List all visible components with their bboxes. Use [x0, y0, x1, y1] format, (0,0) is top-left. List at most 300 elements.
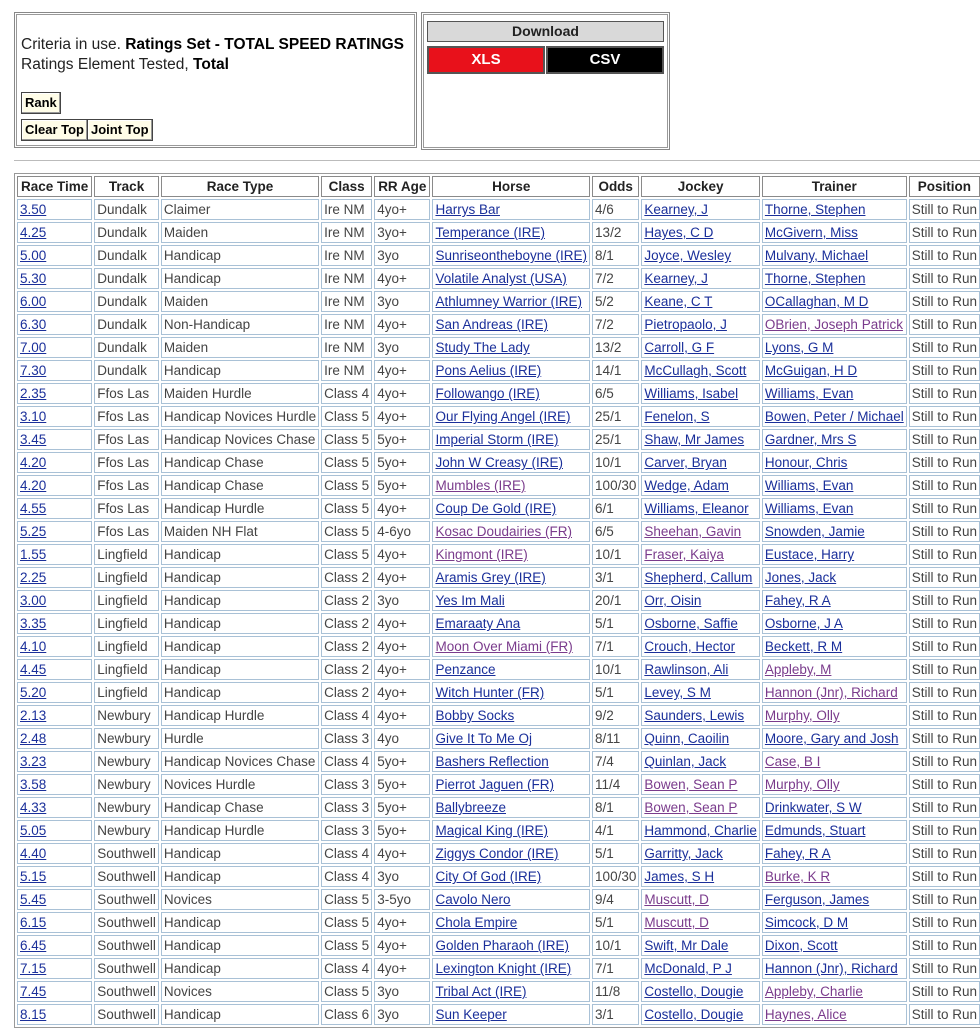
cell-race-time	[17, 245, 92, 266]
trainer-link[interactable]: OBrien, Joseph Patrick	[764, 317, 903, 332]
race-time-link[interactable]: 2.25	[20, 570, 47, 585]
divider	[14, 160, 980, 161]
jockey-link[interactable]: Quinlan, Jack	[644, 754, 727, 769]
cell-rr-age: 3yo	[374, 337, 430, 358]
cell-class: Class 6	[321, 1004, 372, 1025]
jockey-link[interactable]: Carroll, G F	[644, 340, 715, 355]
jockey-link[interactable]: Bowen, Sean P	[644, 800, 738, 815]
horse-link[interactable]: Coup De Gold (IRE)	[435, 501, 557, 516]
horse-link[interactable]: Give It To Me Oj	[435, 731, 532, 746]
trainer-link[interactable]: Haynes, Alice	[764, 1007, 847, 1022]
cell-track: Ffos Las	[94, 521, 159, 542]
horse-link[interactable]: Pons Aelius (IRE)	[435, 363, 542, 378]
cell-race-time	[17, 314, 92, 335]
cell-class: Class 4	[321, 866, 372, 887]
cell-race-type: Handicap Novices Hurdle	[161, 406, 319, 427]
jockey-link[interactable]: Wedge, Adam	[644, 478, 729, 493]
cell-horse	[432, 429, 590, 450]
jockey-link[interactable]: Orr, Oisin	[644, 593, 702, 608]
cell-odds: 10/1	[592, 935, 639, 956]
trainer-link[interactable]: Williams, Evan	[764, 386, 854, 401]
race-time-link[interactable]: 3.45	[20, 432, 47, 447]
jockey-link[interactable]: Williams, Eleanor	[644, 501, 749, 516]
race-time-link[interactable]: 6.45	[20, 938, 47, 953]
horse-link[interactable]: Moon Over Miami (FR)	[435, 639, 573, 654]
cell-odds: 6/5	[592, 383, 639, 404]
cell-jockey	[641, 590, 760, 611]
horse-link[interactable]: Harrys Bar	[435, 202, 500, 217]
cell-track: Lingfield	[94, 590, 159, 611]
cell-track: Ffos Las	[94, 475, 159, 496]
horse-link[interactable]: Witch Hunter (FR)	[435, 685, 545, 700]
table-row	[17, 406, 980, 427]
trainer-link[interactable]: Fahey, R A	[764, 593, 831, 608]
horse-link[interactable]: Imperial Storm (IRE)	[435, 432, 559, 447]
cell-race-time	[17, 590, 92, 611]
trainer-link[interactable]: Murphy, Olly	[764, 777, 840, 792]
trainer-link[interactable]: Appleby, Charlie	[764, 984, 863, 999]
trainer-link[interactable]: Thorne, Stephen	[764, 202, 866, 217]
table-row	[17, 728, 980, 749]
jockey-link[interactable]: Muscutt, D	[644, 892, 709, 907]
cell-race-time	[17, 567, 92, 588]
cell-horse	[432, 291, 590, 312]
cell-position: Still to Run	[909, 452, 980, 473]
table-row	[17, 705, 980, 726]
cell-horse	[432, 682, 590, 703]
race-time-link[interactable]: 6.15	[20, 915, 47, 930]
column-header-race-time: Race Time	[17, 176, 92, 197]
jockey-link[interactable]: Muscutt, D	[644, 915, 709, 930]
cell-track: Newbury	[94, 751, 159, 772]
race-time-link[interactable]: 4.40	[20, 846, 47, 861]
cell-race-time	[17, 383, 92, 404]
trainer-link[interactable]: Beckett, R M	[764, 639, 843, 654]
cell-trainer	[762, 199, 907, 220]
jockey-link[interactable]: Fraser, Kaiya	[644, 547, 724, 562]
horse-link[interactable]: Our Flying Angel (IRE)	[435, 409, 571, 424]
cell-race-type: Handicap Hurdle	[161, 498, 319, 519]
jockey-link[interactable]: Crouch, Hector	[644, 639, 736, 654]
horse-link[interactable]: Temperance (IRE)	[435, 225, 545, 240]
cell-race-time	[17, 360, 92, 381]
cell-race-type: Handicap	[161, 659, 319, 680]
cell-class: Ire NM	[321, 199, 372, 220]
cell-odds: 7/4	[592, 751, 639, 772]
jockey-link[interactable]: Swift, Mr Dale	[644, 938, 729, 953]
race-time-link[interactable]: 2.35	[20, 386, 47, 401]
cell-jockey	[641, 199, 760, 220]
cell-trainer	[762, 935, 907, 956]
cell-horse	[432, 866, 590, 887]
cell-race-time	[17, 912, 92, 933]
table-row	[17, 544, 980, 565]
cell-track: Lingfield	[94, 659, 159, 680]
cell-position: Still to Run	[909, 613, 980, 634]
cell-class: Class 2	[321, 659, 372, 680]
cell-horse	[432, 314, 590, 335]
table-header-row	[17, 176, 980, 197]
cell-race-time	[17, 613, 92, 634]
race-time-link[interactable]: 5.20	[20, 685, 47, 700]
jockey-link[interactable]: Saunders, Lewis	[644, 708, 745, 723]
horse-link[interactable]: City Of God (IRE)	[435, 869, 542, 884]
cell-trainer	[762, 774, 907, 795]
cell-race-type: Maiden	[161, 222, 319, 243]
table-row	[17, 981, 980, 1002]
cell-jockey	[641, 866, 760, 887]
cell-jockey	[641, 521, 760, 542]
cell-rr-age: 4yo	[374, 728, 430, 749]
horse-link[interactable]: Emaraaty Ana	[435, 616, 521, 631]
horse-link[interactable]: San Andreas (IRE)	[435, 317, 549, 332]
jockey-link[interactable]: Williams, Isabel	[644, 386, 739, 401]
cell-track: Southwell	[94, 889, 159, 910]
table-row	[17, 613, 980, 634]
trainer-link[interactable]: Bowen, Peter / Michael	[764, 409, 904, 424]
trainer-link[interactable]: Simcock, D M	[764, 915, 849, 930]
table-row	[17, 590, 980, 611]
cell-position: Still to Run	[909, 590, 980, 611]
jockey-link[interactable]: Hayes, C D	[644, 225, 714, 240]
cell-track: Newbury	[94, 728, 159, 749]
jockey-link[interactable]: Kearney, J	[644, 271, 708, 286]
column-header-jockey: Jockey	[641, 176, 760, 197]
cell-class: Class 4	[321, 383, 372, 404]
table-row	[17, 521, 980, 542]
race-time-link[interactable]: 3.10	[20, 409, 47, 424]
cell-horse	[432, 774, 590, 795]
cell-rr-age: 3yo	[374, 245, 430, 266]
trainer-link[interactable]: Lyons, G M	[764, 340, 834, 355]
horse-link[interactable]: Yes Im Mali	[435, 593, 505, 608]
cell-horse	[432, 636, 590, 657]
trainer-link[interactable]: Hannon (Jnr), Richard	[764, 685, 898, 700]
horse-link[interactable]: Bobby Socks	[435, 708, 515, 723]
cell-jockey	[641, 889, 760, 910]
jockey-link[interactable]: Bowen, Sean P	[644, 777, 738, 792]
cell-race-time	[17, 797, 92, 818]
trainer-link[interactable]: McGivern, Miss	[764, 225, 858, 240]
cell-race-time	[17, 705, 92, 726]
cell-odds: 25/1	[592, 429, 639, 450]
horse-link[interactable]: Kingmont (IRE)	[435, 547, 528, 562]
xls-download-button[interactable]: XLS	[427, 46, 545, 74]
trainer-link[interactable]: Dixon, Scott	[764, 938, 838, 953]
horse-link[interactable]: Volatile Analyst (USA)	[435, 271, 567, 286]
horse-link[interactable]: Mumbles (IRE)	[435, 478, 526, 493]
jockey-link[interactable]: Quinn, Caoilin	[644, 731, 730, 746]
horse-link[interactable]: Study The Lady	[435, 340, 530, 355]
cell-race-type: Handicap Hurdle	[161, 705, 319, 726]
cell-race-type: Maiden NH Flat	[161, 521, 319, 542]
cell-class: Ire NM	[321, 314, 372, 335]
trainer-link[interactable]: McGuigan, H D	[764, 363, 858, 378]
cell-position: Still to Run	[909, 222, 980, 243]
jockey-link[interactable]: Carver, Bryan	[644, 455, 727, 470]
cell-rr-age: 5yo+	[374, 797, 430, 818]
trainer-link[interactable]: Ferguson, James	[764, 892, 870, 907]
race-time-link[interactable]: 4.33	[20, 800, 47, 815]
ratings-set-value: Ratings Set - TOTAL SPEED RATINGS	[125, 36, 404, 53]
horse-link[interactable]: Sun Keeper	[435, 1007, 507, 1022]
cell-odds: 7/2	[592, 268, 639, 289]
cell-race-time	[17, 889, 92, 910]
cell-trainer	[762, 245, 907, 266]
cell-trainer	[762, 1004, 907, 1025]
cell-position: Still to Run	[909, 429, 980, 450]
race-time-link[interactable]: 7.30	[20, 363, 47, 378]
trainer-link[interactable]: Drinkwater, S W	[764, 800, 862, 815]
cell-race-type: Non-Handicap	[161, 314, 319, 335]
cell-trainer	[762, 406, 907, 427]
race-time-link[interactable]: 5.45	[20, 892, 47, 907]
race-time-link[interactable]: 4.45	[20, 662, 47, 677]
horse-link[interactable]: Lexington Knight (IRE)	[435, 961, 572, 976]
cell-position: Still to Run	[909, 636, 980, 657]
horse-link[interactable]: Pierrot Jaguen (FR)	[435, 777, 554, 792]
race-time-link[interactable]: 3.35	[20, 616, 47, 631]
trainer-link[interactable]: Eustace, Harry	[764, 547, 855, 562]
cell-track: Dundalk	[94, 245, 159, 266]
trainer-link[interactable]: Jones, Jack	[764, 570, 837, 585]
jockey-link[interactable]: Pietropaolo, J	[644, 317, 727, 332]
trainer-link[interactable]: Edmunds, Stuart	[764, 823, 866, 838]
cell-position: Still to Run	[909, 682, 980, 703]
horse-link[interactable]: Ziggys Condor (IRE)	[435, 846, 559, 861]
jockey-link[interactable]: McDonald, P J	[644, 961, 732, 976]
horse-link[interactable]: Cavolo Nero	[435, 892, 511, 907]
csv-download-button[interactable]: CSV	[546, 46, 664, 74]
cell-trainer	[762, 636, 907, 657]
trainer-link[interactable]: Fahey, R A	[764, 846, 831, 861]
race-time-link[interactable]: 4.10	[20, 639, 47, 654]
horse-link[interactable]: Kosac Doudairies (FR)	[435, 524, 572, 539]
cell-race-time	[17, 291, 92, 312]
cell-class: Class 2	[321, 613, 372, 634]
table-row	[17, 1004, 980, 1025]
cell-rr-age: 3yo	[374, 1004, 430, 1025]
cell-class: Class 5	[321, 429, 372, 450]
race-time-link[interactable]: 3.58	[20, 777, 47, 792]
cell-rr-age: 4yo+	[374, 199, 430, 220]
cell-rr-age: 5yo+	[374, 820, 430, 841]
cell-race-time	[17, 843, 92, 864]
cell-race-type: Maiden Hurdle	[161, 383, 319, 404]
horse-link[interactable]: Magical King (IRE)	[435, 823, 548, 838]
cell-odds: 5/1	[592, 682, 639, 703]
clear-top-button[interactable]: Clear Top	[21, 119, 88, 141]
horse-link[interactable]: Sunriseontheboyne (IRE)	[435, 248, 588, 263]
cell-track: Ffos Las	[94, 406, 159, 427]
cell-track: Southwell	[94, 912, 159, 933]
table-row	[17, 199, 980, 220]
horse-link[interactable]: Golden Pharaoh (IRE)	[435, 938, 570, 953]
trainer-link[interactable]: Case, B I	[764, 754, 821, 769]
jockey-link[interactable]: Garritty, Jack	[644, 846, 723, 861]
cell-race-time	[17, 820, 92, 841]
race-time-link[interactable]: 2.48	[20, 731, 47, 746]
cell-track: Lingfield	[94, 544, 159, 565]
trainer-link[interactable]: Williams, Evan	[764, 501, 854, 516]
race-time-link[interactable]: 5.00	[20, 248, 47, 263]
cell-track: Lingfield	[94, 613, 159, 634]
cell-odds: 8/11	[592, 728, 639, 749]
cell-jockey	[641, 291, 760, 312]
cell-race-type: Handicap Chase	[161, 452, 319, 473]
column-header-horse: Horse	[432, 176, 590, 197]
horse-link[interactable]: Ballybreeze	[435, 800, 506, 815]
cell-horse	[432, 613, 590, 634]
trainer-link[interactable]: Hannon (Jnr), Richard	[764, 961, 898, 976]
rank-button[interactable]: Rank	[21, 92, 61, 114]
trainer-link[interactable]: Williams, Evan	[764, 478, 854, 493]
cell-jockey	[641, 268, 760, 289]
jockey-link[interactable]: Keane, C T	[644, 294, 713, 309]
trainer-link[interactable]: Murphy, Olly	[764, 708, 840, 723]
cell-race-type: Handicap Novices Chase	[161, 751, 319, 772]
jockey-link[interactable]: Shepherd, Callum	[644, 570, 753, 585]
race-time-link[interactable]: 6.30	[20, 317, 47, 332]
trainer-link[interactable]: Osborne, J A	[764, 616, 843, 631]
cell-rr-age: 4yo+	[374, 636, 430, 657]
cell-jockey	[641, 843, 760, 864]
race-time-link[interactable]: 3.00	[20, 593, 47, 608]
cell-race-time	[17, 199, 92, 220]
cell-track: Dundalk	[94, 314, 159, 335]
race-time-link[interactable]: 5.15	[20, 869, 47, 884]
cell-track: Dundalk	[94, 199, 159, 220]
race-time-link[interactable]: 2.13	[20, 708, 47, 723]
jockey-link[interactable]: James, S H	[644, 869, 715, 884]
cell-class: Ire NM	[321, 337, 372, 358]
column-header-rr-age: RR Age	[374, 176, 430, 197]
table-row	[17, 498, 980, 519]
jockey-link[interactable]: Joyce, Wesley	[644, 248, 732, 263]
cell-race-time	[17, 452, 92, 473]
horse-link[interactable]: Athlumney Warrior (IRE)	[435, 294, 582, 309]
cell-trainer	[762, 314, 907, 335]
race-time-link[interactable]: 3.50	[20, 202, 47, 217]
cell-race-time	[17, 866, 92, 887]
horse-link[interactable]: Tribal Act (IRE)	[435, 984, 527, 999]
cell-trainer	[762, 613, 907, 634]
cell-jockey	[641, 245, 760, 266]
cell-rr-age: 4yo+	[374, 544, 430, 565]
trainer-link[interactable]: Moore, Gary and Josh	[764, 731, 899, 746]
cell-race-time	[17, 337, 92, 358]
trainer-link[interactable]: Appleby, M	[764, 662, 832, 677]
trainer-link[interactable]: Mulvany, Michael	[764, 248, 869, 263]
cell-odds: 3/1	[592, 567, 639, 588]
horse-link[interactable]: Penzance	[435, 662, 496, 677]
race-time-link[interactable]: 5.25	[20, 524, 47, 539]
cell-race-type: Handicap Chase	[161, 797, 319, 818]
table-row	[17, 337, 980, 358]
cell-horse	[432, 843, 590, 864]
jockey-link[interactable]: McCullagh, Scott	[644, 363, 747, 378]
cell-horse	[432, 222, 590, 243]
race-time-link[interactable]: 4.20	[20, 455, 47, 470]
horse-link[interactable]: Chola Empire	[435, 915, 518, 930]
cell-odds: 20/1	[592, 590, 639, 611]
trainer-link[interactable]: OCallaghan, M D	[764, 294, 869, 309]
jockey-link[interactable]: Levey, S M	[644, 685, 711, 700]
cell-class: Class 5	[321, 912, 372, 933]
race-time-link[interactable]: 7.00	[20, 340, 47, 355]
race-time-link[interactable]: 6.00	[20, 294, 47, 309]
cell-track: Dundalk	[94, 337, 159, 358]
race-time-link[interactable]: 5.05	[20, 823, 47, 838]
cell-odds: 3/1	[592, 1004, 639, 1025]
cell-horse	[432, 567, 590, 588]
jockey-link[interactable]: Kearney, J	[644, 202, 708, 217]
trainer-link[interactable]: Snowden, Jamie	[764, 524, 865, 539]
cell-class: Class 3	[321, 774, 372, 795]
trainer-link[interactable]: Gardner, Mrs S	[764, 432, 857, 447]
jockey-link[interactable]: Costello, Dougie	[644, 984, 744, 999]
jockey-link[interactable]: Osborne, Saffie	[644, 616, 738, 631]
race-time-link[interactable]: 3.23	[20, 754, 47, 769]
race-time-link[interactable]: 7.45	[20, 984, 47, 999]
jockey-link[interactable]: Shaw, Mr James	[644, 432, 745, 447]
cell-odds: 6/1	[592, 498, 639, 519]
race-time-link[interactable]: 7.15	[20, 961, 47, 976]
cell-trainer	[762, 544, 907, 565]
race-time-link[interactable]: 4.55	[20, 501, 47, 516]
race-time-link[interactable]: 1.55	[20, 547, 47, 562]
cell-horse	[432, 383, 590, 404]
race-time-link[interactable]: 8.15	[20, 1007, 47, 1022]
cell-rr-age: 4yo+	[374, 935, 430, 956]
cell-rr-age: 4yo+	[374, 682, 430, 703]
cell-class: Class 4	[321, 705, 372, 726]
cell-track: Ffos Las	[94, 429, 159, 450]
jockey-link[interactable]: Costello, Dougie	[644, 1007, 744, 1022]
cell-track: Southwell	[94, 866, 159, 887]
joint-top-button[interactable]: Joint Top	[87, 119, 153, 141]
cell-jockey	[641, 314, 760, 335]
cell-position: Still to Run	[909, 337, 980, 358]
cell-position: Still to Run	[909, 958, 980, 979]
cell-track: Dundalk	[94, 222, 159, 243]
horse-link[interactable]: Aramis Grey (IRE)	[435, 570, 546, 585]
race-time-link[interactable]: 4.25	[20, 225, 47, 240]
trainer-link[interactable]: Thorne, Stephen	[764, 271, 866, 286]
jockey-link[interactable]: Sheehan, Gavin	[644, 524, 742, 539]
cell-race-time	[17, 682, 92, 703]
jockey-link[interactable]: Rawlinson, Ali	[644, 662, 729, 677]
race-time-link[interactable]: 4.20	[20, 478, 47, 493]
cell-trainer	[762, 751, 907, 772]
cell-trainer	[762, 590, 907, 611]
cell-position: Still to Run	[909, 360, 980, 381]
horse-link[interactable]: Bashers Reflection	[435, 754, 549, 769]
cell-jockey	[641, 222, 760, 243]
trainer-link[interactable]: Burke, K R	[764, 869, 831, 884]
horse-link[interactable]: Followango (IRE)	[435, 386, 540, 401]
race-time-link[interactable]: 5.30	[20, 271, 47, 286]
cell-class: Class 5	[321, 544, 372, 565]
jockey-link[interactable]: Fenelon, S	[644, 409, 710, 424]
table-row	[17, 452, 980, 473]
trainer-link[interactable]: Honour, Chris	[764, 455, 848, 470]
cell-class: Class 2	[321, 636, 372, 657]
cell-odds: 10/1	[592, 544, 639, 565]
horse-link[interactable]: John W Creasy (IRE)	[435, 455, 563, 470]
cell-jockey	[641, 452, 760, 473]
jockey-link[interactable]: Hammond, Charlie	[644, 823, 757, 838]
